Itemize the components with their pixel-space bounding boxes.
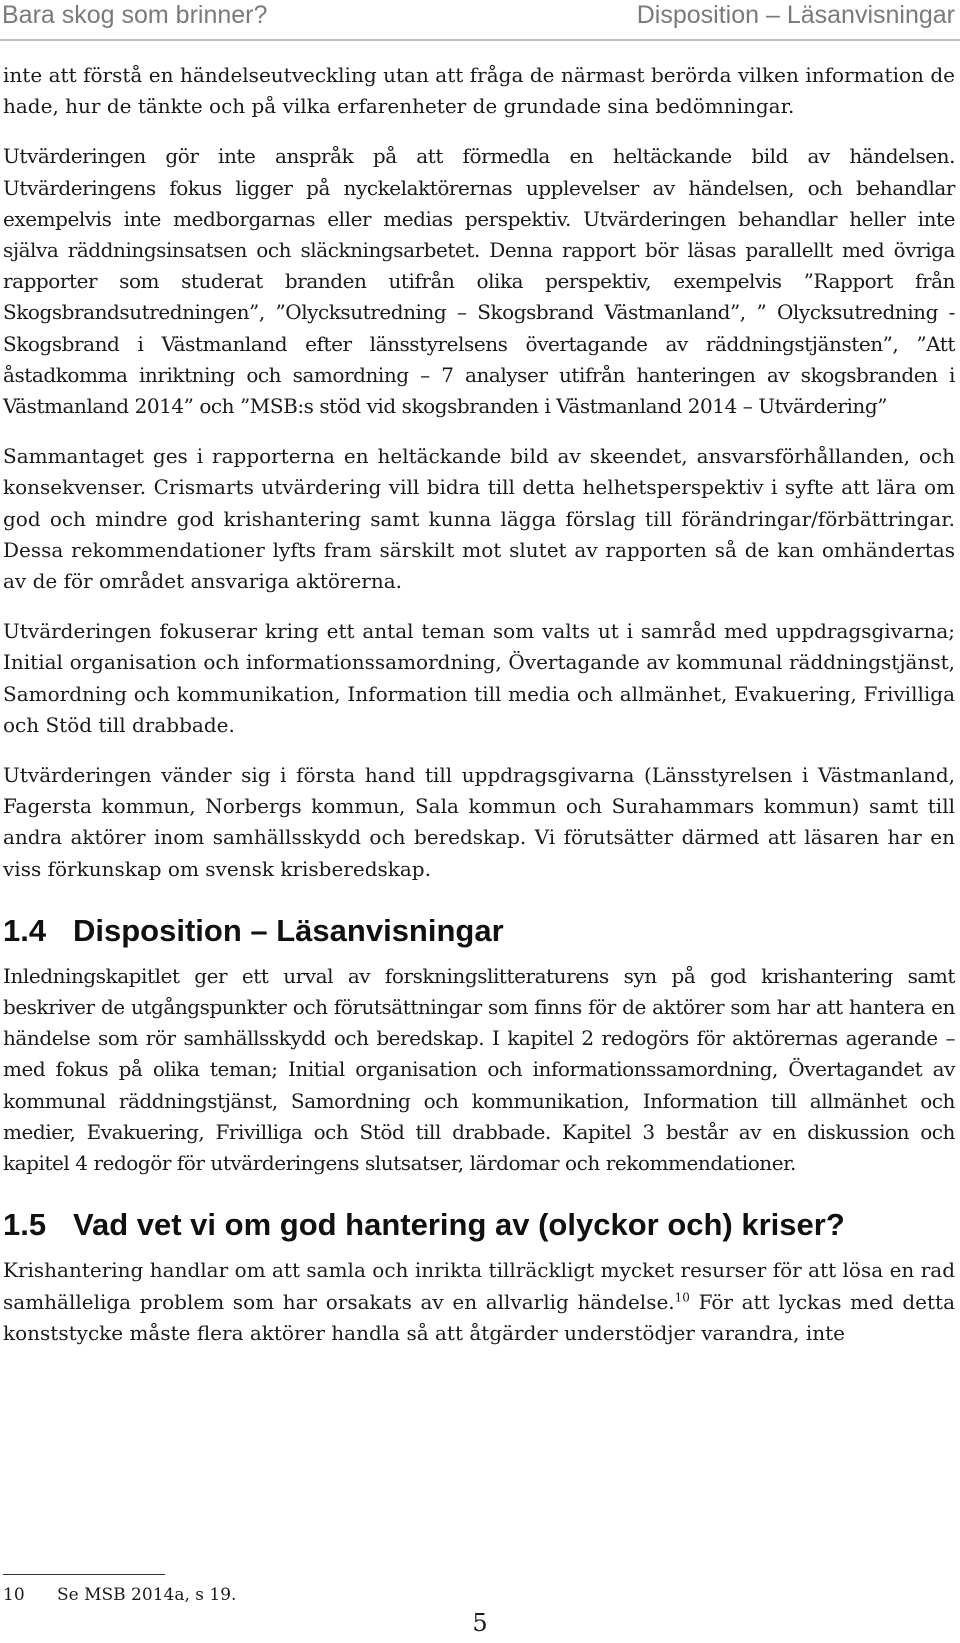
header-divider xyxy=(0,39,960,41)
section-title: Disposition – Läsanvisningar xyxy=(73,912,504,948)
footnote-number: 10 xyxy=(3,1585,25,1605)
page-number: 5 xyxy=(472,1609,488,1637)
section-heading-1-4 xyxy=(3,913,955,949)
page-body xyxy=(3,60,955,1368)
running-header-section: Disposition – Läsanvisningar xyxy=(636,1,955,29)
section-title: Vad vet vi om god hantering av (olyckor och) kriser? xyxy=(73,1207,845,1243)
paragraph-1: inte att förstå en händelseutveckling utan att fråga de närmast berörda vilken information de hade, hur de tänkte och på vilka erfarenheter de grundade sina bedömningar. xyxy=(3,63,955,119)
section-number: 1.4 xyxy=(3,912,47,948)
paragraph-4: Utvärderingen fokuserar kring ett antal teman som valts ut i samråd med uppdragsgivarna; Initial organisation och informationssamordning, Övertagande av kommunal räddningstjänst, Samordning och kommunikation, Information till media och allmänhet, Evakuering, Frivilliga och Stöd till drabbade. xyxy=(3,619,955,737)
paragraph-7 xyxy=(3,1255,955,1349)
section-heading-1-5 xyxy=(3,1207,955,1243)
running-header-title: Bara skog som brinner? xyxy=(2,1,268,29)
paragraph-7-text-end: För att lyckas med detta konststycke måste flera aktörer handla så att åtgärder understödjer varandra, inte xyxy=(3,1289,955,1345)
footnote-text: Se MSB 2014a, s 19. xyxy=(57,1585,237,1605)
paragraph-7-text-start: Krishantering handlar om att samla och inrikta tillräckligt mycket resurser för att lösa en rad samhälleliga problem som har orsakats av en allvarlig händelse. xyxy=(3,1258,955,1314)
paragraph-5: Utvärderingen vänder sig i första hand till uppdragsgivarna (Länsstyrelsen i Västmanland, Fagersta kommun, Norbergs kommun, Sala kommun och Surahammars kommun) samt till andra aktörer inom samhällsskydd och beredskap. Vi förutsätter därmed att läsaren har en viss förkunskap om svensk krisberedskap. xyxy=(3,763,955,881)
paragraph-3: Sammantaget ges i rapporterna en heltäckande bild av skeendet, ansvarsförhållanden, och konsekvenser. Crismarts utvärdering vill bidra till detta helhetsperspektiv i syfte att lära om god och mindre god krishantering samt kunna lägga förslag till förändringar/förbättringar. Dessa rekommendationer lyfts fram särskilt mot slutet av rapporten så de kan omhändertas av de för området ansvariga aktörerna. xyxy=(3,444,955,594)
footnote-reference[interactable]: 10 xyxy=(674,1289,690,1304)
running-header xyxy=(0,0,960,40)
footnote xyxy=(3,1584,236,1606)
footnote-divider xyxy=(3,1574,165,1575)
paragraph-2: Utvärderingen gör inte anspråk på att förmedla en heltäckande bild av händelsen. Utvärderingens fokus ligger på nyckelaktörernas upplevelser av händelsen, och behandlar exempelvis inte medborgarnas eller medias perspektiv. Utvärderingen behandlar heller inte själva räddningsinsatsen och släckningsarbetet. Denna rapport bör läsas parallellt med övriga rapporter som studerat branden utifrån olika perspektiv, exempelvis ”Rapport från Skogsbrandsutredningen”, ”Olycksutredning – Skogsbrand Västmanland”, ” Olycksutredning - Skogsbrand i Västmanland efter länsstyrelsens övertagande av räddningstjänsten”, ”Att åstadkomma inriktning och samordning – 7 analyser utifrån hanteringen av skogsbranden i Västmanland 2014” och ”MSB:s stöd vid skogsbranden i Västmanland 2014 – Utvärdering” xyxy=(3,144,955,419)
paragraph-6: Inledningskapitlet ger ett urval av forskningslitteraturens syn på god krishantering samt beskriver de utgångspunkter och förutsättningar som finns för de aktörer som har att hantera en händelse som rör samhällsskydd och beredskap. I kapitel 2 redogörs för aktörernas agerande – med fokus på olika teman; Initial organisation och informationssamordning, Övertagandet av kommunal räddningstjänst, Samordning och kommunikation, Information till allmänhet och medier, Evakuering, Frivilliga och Stöd till drabbade. Kapitel 3 består av en diskussion och kapitel 4 redogör för utvärderingens slutsatser, lärdomar och rekommendationer. xyxy=(3,963,955,1176)
section-number: 1.5 xyxy=(3,1207,47,1243)
